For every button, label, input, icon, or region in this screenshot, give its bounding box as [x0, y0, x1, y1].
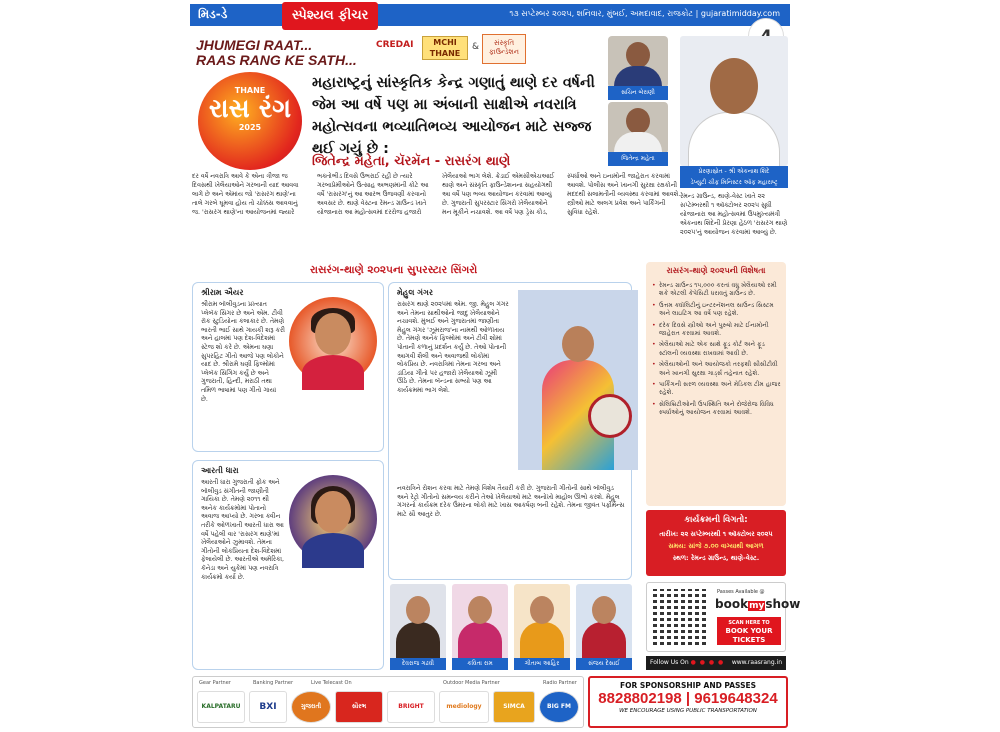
singer-bio: આરતી ધારા ગુજરાતી ફોક અને બૉલીવુડ સંગીતની જાણીતી ગાયિકા છે. તેમણે ૨૦૧૧ થી અનેક કાર્યક્રમોમાં પોતાનો અવાજ આપ્યો છે. ગરબા ક્વીન તરીકે ઓળખાતી આરતી ધારા આ વર્ષે પહેલી વાર 'રાસરંગ થાણે'માં ખેલૈયાઓને ઝુમાવશે. તેમના ગીતોની લોકપ્રિયતા દેશ-વિદેશમાં ફેલાયેલી છે. આરતીએ અમેરિકા, કૅનેડા અને યુકેમાં પણ નવરાત્રિ કાર્યક્રમો કર્યા છે.	[201, 479, 285, 581]
singer-thumb-name: દેવરાજ ગઢવી	[390, 658, 446, 670]
face	[710, 58, 758, 114]
bxi-logo: BXI	[249, 691, 287, 723]
dignitary-caption-2	[608, 152, 668, 166]
face	[468, 596, 492, 624]
partner-label: Live Telecast On	[311, 680, 352, 686]
gujarati-channel-logo: ગુજરાતી	[291, 691, 331, 723]
singer-thumb	[390, 584, 446, 670]
features-list	[652, 282, 782, 421]
kalpataru-logo: KALPATARU	[197, 691, 245, 723]
bookmyshow-logo	[715, 597, 800, 611]
qr-code-pattern	[653, 589, 709, 645]
singer-thumb-name: ગીતાબ આહિર	[514, 658, 570, 670]
tagline-line-1: JHUMEGI RAAT...	[196, 37, 313, 53]
partner-label: Outdoor Media Partner	[443, 680, 500, 686]
dignitary-photo-2	[608, 102, 668, 154]
singer-name: મેહુલ ગંગર	[397, 288, 433, 297]
intro-article-right: રેમન્ડ ગ્રાઉન્ડ, થાણે-વેસ્ટ ખાતે ૨૨ સપ્ટેમ્બરથી ૧ ઑક્ટોબર ૨૦૨૫ સુધી યોજાનારા આ મહોત્સવમાં ઉપમુખ્યમંત્રી એકનાથ શિંદેની પ્રેરણા હેઠળ 'રાસરંગ થાણે ૨૦૨૫'નું આયોજન કરવામાં આવ્યું છે.	[680, 193, 788, 236]
singer-name: આરતી ધારા	[201, 466, 239, 475]
feature-item: • ખેલૈયાઓ માટે એક સાથે ફૂડ કોર્ટ અને ફૂડ સ્ટૉલની વ્યવસ્થા રાખવામાં આવી છે.	[652, 341, 782, 358]
singer-name: શ્રીરામ ઐયર	[201, 288, 244, 297]
chief-guest-caption-line-1: પ્રેરણાસ્રોત - શ્રી એકનાથ શિંદે	[698, 168, 770, 175]
sponsorship-phones[interactable]: 8828802198 | 9619648324	[598, 690, 778, 707]
face	[406, 596, 430, 624]
feature-item: • દરેક દિવસે સ્ત્રીઓ અને પુરુષો માટે ઈનામોની જાહેરાત કરવામાં આવશે.	[652, 322, 782, 339]
face	[626, 108, 650, 134]
logo-thane: THANE	[234, 86, 266, 95]
face	[592, 596, 616, 624]
singers-section-title: રાસરંગ-થાણે ૨૦૨૫ના સુપરસ્ટાર સિંગરો	[310, 264, 478, 276]
dignitary-name: સચિન બેરાણી	[621, 89, 655, 96]
singer-thumb	[452, 584, 508, 670]
headline-accent: જિતેન્દ્ર મહેતા, ચૅરમૅન - રાસરંગ થાણે	[312, 154, 511, 169]
raas-rang-logo	[198, 72, 302, 170]
social-icons[interactable]: ● ● ● ●	[690, 659, 725, 666]
face	[315, 313, 350, 355]
singer-bio: રાસરંગ થાણે ૨૦૨૫માં એમ. જી. મેહુલ ગંગર અને તેમના સાથીઓનો જાદુ ખેલૈયાઓને નચાવશે. મુંબઈ અને ગુજરાતમાં જાણીતા મેહુલ ગંગર 'ઝૂમરાજ'ના નામથી ઓળખાય છે. તેમણે અનેક ફિલ્મોમાં અને ટીવી શોમાં પોતાની કળાનું પ્રદર્શન કર્યું છે. તેઓ પોતાની આગવી શૈલી અને અવાજથી લોકોમાં લોકપ્રિય છે. નવરાત્રિમાં તેમના ગરબા અને ડાંડિયા ગીતો પર હજારો ખેલૈયાઓ ઝૂમી ઊઠે છે. તેમના બૅન્ડના સભ્યો પણ આ કાર્યક્રમમાં ભાગ લેશે.	[397, 301, 509, 394]
face	[315, 491, 350, 533]
features-box	[646, 262, 786, 506]
public-transport-note: WE ENCOURAGE USING PUBLIC TRANSPORTATION	[619, 708, 757, 714]
body	[396, 622, 440, 662]
singer-strip	[390, 584, 640, 670]
follow-bar	[646, 656, 786, 670]
face	[530, 596, 554, 624]
sponsorship-box	[588, 676, 788, 728]
body	[302, 533, 364, 568]
dignitary-caption-1	[608, 86, 668, 100]
body	[582, 622, 626, 662]
singer-bio-continued: નવરાત્રિને રોશન કરવા માટે તેમણે વિશેષ તૈયારી કરી છે. ગુજરાતી ગીતોની સાથે બૉલીવુડ અને રેટ્રો ગીતોનો સમન્વય કરીને તેઓ ખેલૈયાઓ માટે અનોખો માહોલ ઊભો કરશે. મેહુલ ગંગરનો કાર્યક્રમ દરેક ઉંમરના લોકો માટે ખાસ આકર્ષણ બની રહેશે. તેમના જીવંત પર્ફોર્મન્સ માટે સૌ આતુર છે.	[397, 485, 625, 518]
feature-item: • પાર્કિંગની સરળ વ્યવસ્થા અને મેડિકલ ટીમ હાજર રહેશે.	[652, 381, 782, 398]
feature-item: • ઉત્તમ ક્વૉલિટીનું ઇન્ટરનૅશનલ સાઉન્ડ સિસ્ટમ અને લાઇટિંગ આ વર્ષે પણ રહેશે.	[652, 302, 782, 319]
bookmyshow-box[interactable]	[646, 582, 801, 652]
singer-thumb-name: કવિતા રામ	[452, 658, 508, 670]
partner-label: Banking Partner	[253, 680, 294, 686]
body	[520, 622, 564, 662]
singer-photo	[289, 475, 377, 563]
simca-logo: SIMCA	[493, 691, 535, 723]
chief-guest-photo	[680, 36, 788, 166]
singer-card-shreeram	[192, 282, 384, 452]
dignitary-photo-1	[608, 36, 668, 88]
body	[458, 622, 502, 662]
partner-label: Gear Partner	[199, 680, 231, 686]
website-link[interactable]: www.raasrang.in	[731, 659, 782, 666]
singer-thumb	[576, 584, 632, 670]
singer-bio: શ્રીરામ બૉલીવુડના પ્રખ્યાત પ્લેબૅક સિંગર છે અને એમ. ટીવી રૉક સ્ટુડિયોના કલાકાર છે. તેમણે ભારતી ભાઈ સાથે ગાયકી શરૂ કરી અને હાલમાં પણ દેશ-વિદેશમાં સ્ટેજ શો કરે છે. એમના ઘણા સુપરહિટ ગીતો આજે પણ લોકોને યાદ છે. શ્રીરામે ઘણી ફિલ્મોમાં પ્લેબૅક સિંગિંગ કર્યું છે અને ગુજરાતી, હિન્દી, મરાઠી તથા તમિળ ભાષામાં પણ ગીતો ગાયાં છે.	[201, 301, 285, 403]
features-title: રાસરંગ-થાણે ૨૦૨૫ની વિશેષતા	[666, 266, 766, 275]
event-dates: તારીખ: ૨૨ સપ્ટેમ્બરથી ૧ ઑક્ટોબર ૨૦૨૫	[659, 530, 773, 538]
masthead-bar	[190, 4, 790, 26]
chief-guest-caption	[680, 166, 788, 188]
shirt	[688, 112, 780, 172]
ampersand: &	[472, 42, 480, 52]
mediology-logo: mediology	[439, 691, 489, 723]
passes-available: Passes Available @	[717, 589, 765, 595]
event-venue: સ્થળ: રેમન્ડ ગ્રાઉન્ડ, થાણે-વેસ્ટ.	[672, 554, 760, 562]
book-tickets-label: BOOK YOUR TICKETS	[725, 627, 773, 644]
big-fm-logo: BIG FM	[539, 691, 579, 723]
partners-strip	[192, 676, 584, 728]
bright-logo: BRIGHT	[387, 691, 435, 723]
event-details-box	[646, 510, 786, 576]
tagline	[196, 38, 357, 68]
special-feature-badge: સ્પેશ્યલ ફીચર	[282, 2, 378, 30]
mchi-thane-logo	[422, 36, 468, 60]
newspaper-page	[190, 0, 801, 732]
singer-thumb-name: સંજય દેસાઈ	[576, 658, 632, 670]
logo-main: રાસ રંગ	[208, 94, 292, 124]
logo-my: my	[749, 601, 765, 611]
feature-item: • રેમન્ડ ગ્રાઉન્ડ ૧૫,૦૦૦ કરતાં વધુ ખેલૈયાઓ રમી શકે એટલી કેપેસિટી ધરાવતું ગ્રાઉન્ડ છે.	[652, 282, 782, 299]
dateline: ૧૩ સપ્ટેમ્બર ૨૦૨૫, શનિવાર, મુંબઈ, અમદાવાદ, રાજકોટ | gujaratimidday.com	[509, 9, 780, 18]
singer-thumb	[514, 584, 570, 670]
event-time: સમય: સાંજે ૭.૦૦ વાગ્યાથી આગળ	[668, 542, 764, 550]
singer-card-arti	[192, 460, 384, 670]
feature-item: • ખેલૈયાઓની અને આયોજકો તરફથી સીસીટીવી અને ખાનગી સુરક્ષા ગાર્ડ્સ તહેનાત રહેશે.	[652, 361, 782, 378]
partner-label: Radio Partner	[543, 680, 577, 686]
event-details-title: કાર્યક્રમની વિગતો:	[684, 515, 748, 525]
logo-book: book	[715, 597, 749, 611]
face	[626, 42, 650, 68]
headline: મહારાષ્ટ્રનું સાંસ્કૃતિક કેન્દ્ર ગણાતું થાણે દર વર્ષની જેમ આ વર્ષે પણ મા અંબાની સાક્ષીએ નવરાત્રિ મહોત્સવના ભવ્યાતિભવ્ય આયોજન માટે સજ્જ થઈ ગયું છે :	[312, 75, 595, 157]
chief-guest-caption-line-2: ડેપ્યુટી ચીફ મિનિસ્ટર ઑફ મહારાષ્ટ્ર	[690, 179, 778, 186]
foundation-logo: સંસ્કૃતિ ફાઉન્ડેશન	[482, 34, 526, 64]
scan-label: SCAN HERE TO	[728, 620, 770, 626]
feature-item: • સેલિબ્રિટીઓની ઉપસ્થિતિ અને રોજેરોજ વિવિધ સ્પર્ધાઓનું આયોજન કરવામાં આવશે.	[652, 401, 782, 418]
dignitary-name: જિતેન્દ્ર મહેતા	[621, 155, 655, 162]
tagline-line-2: RAAS RANG KE SATH...	[196, 52, 357, 68]
publication-name: મિડ-ડે	[198, 7, 228, 21]
drum	[588, 394, 632, 438]
body	[302, 355, 364, 390]
intro-article: દર વર્ષે નવરાત્રિ આવે કે એના ત્રીજા જ દિવસથી ખેલૈયાઓને ગરબાની યાદ આવવા લાગે છે અને એમાંય જો 'રાસરંગ થાણે'ના તાલે ગરબે ઘૂમવા હોય તો ચોક્કસ આવવાનું જ. 'રાસરંગ થાણે'ના આયોજનમાં જ્યારે ભક્તોભીડ દિવસે ઉભરાઈ રહી છે ત્યારે ગરબાપ્રેમીઓને ઉત્સાહ અભણમાંની કોટે આ વર્ષે 'રાસરંગ'નું આ આરંભ ઉજવણી કરવાનો અવસર છે. થાણે વેસ્ટના રેમન્ડ ગ્રાઉન્ડ ખાતે યોજાનારા આ મહોત્સવમાં દરરોજ હજારો ખેલૈયાઓ ભાગ લેશે. ક્રેડાઈ એમસીએચઆઈ થાણે અને સંસ્કૃતિ ફાઉન્ડેશનના સહયોગથી આ વર્ષે પણ ભવ્ય આયોજન કરવામાં આવ્યું છે. ગુજરાતી સુપરસ્ટાર સિંગરો ખેલૈયાઓને મન મૂકીને નચાવશે. આ વર્ષે પણ ડ્રેસ કોડ, સ્પર્ધાઓ અને ઇનામોની જાહેરાત કરવામાં આવશે. પોલીસ અને ખાનગી સુરક્ષા રક્ષકોની મદદથી સલામતીની વ્યવસ્થા કરવામાં આવશે. સ્ત્રીઓ માટે અલગ પ્રવેશ અને પાર્કિંગની સુવિધા રહેશે.	[192, 173, 681, 216]
sponsorship-heading: FOR SPONSORSHIP AND PASSES	[619, 681, 757, 690]
mchi-logo-line-1: MCHI	[433, 38, 457, 47]
follow-label: Follow Us On	[650, 659, 689, 666]
singer-photo	[289, 297, 377, 385]
face	[562, 326, 594, 362]
logo-year: 2025	[238, 123, 262, 132]
saurabh-logo: સૌરભ	[335, 691, 383, 723]
mehul-photo	[518, 290, 638, 470]
book-tickets-cta[interactable]	[717, 617, 781, 645]
mchi-logo-line-2: THANE	[429, 49, 461, 58]
credai-logo: CREDAI	[376, 40, 414, 50]
logo-show: show	[765, 597, 801, 611]
